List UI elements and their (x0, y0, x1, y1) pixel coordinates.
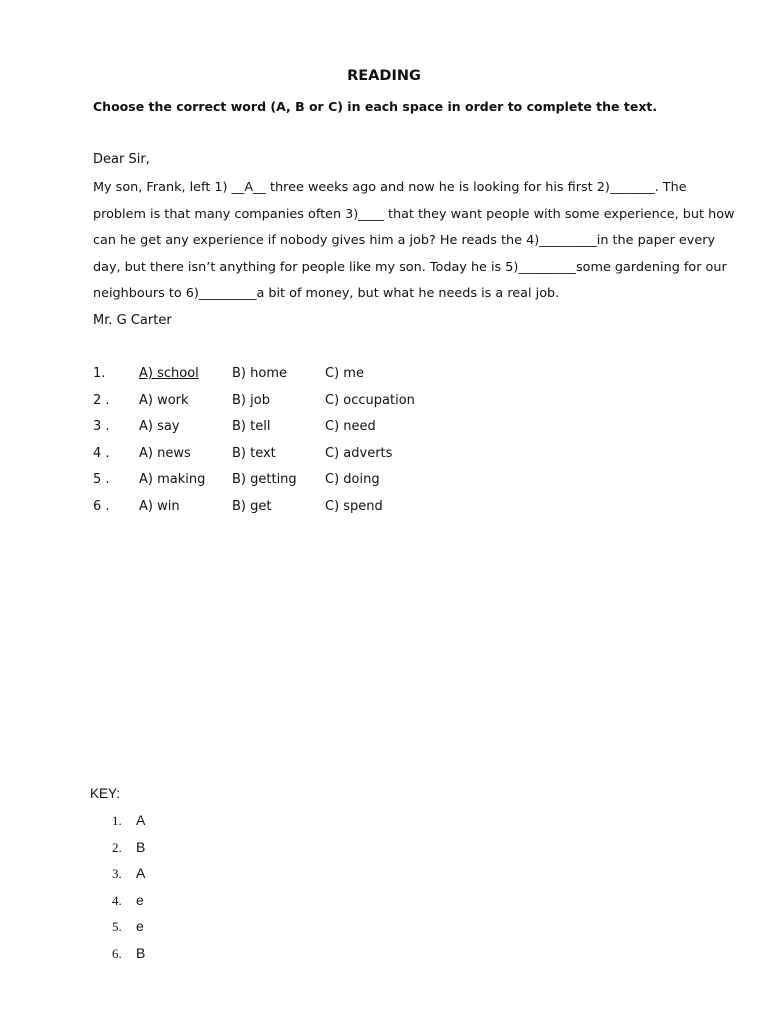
page-title: READING (347, 68, 421, 84)
option-number: 4 . (93, 445, 110, 461)
option-c: C) need (325, 419, 376, 435)
option-b: B) get (232, 498, 272, 514)
option-row (93, 499, 493, 526)
letter-salutation: Dear Sir, (93, 152, 150, 167)
letter-line: neighbours to 6)_________a bit of money, but what he needs is a real job. (93, 286, 560, 301)
key-number: 1. (112, 813, 122, 828)
letter-line: problem is that many companies often 3)____ that they want people with some experience, but how (93, 206, 735, 222)
option-c: C) adverts (325, 445, 393, 461)
option-a: A) news (139, 445, 191, 461)
key-answer: B (136, 838, 146, 855)
option-c: C) doing (325, 472, 380, 488)
option-c: C) spend (325, 498, 383, 514)
option-a: A) say (139, 419, 180, 435)
option-number: 5 . (93, 472, 110, 488)
letter-body (93, 178, 733, 311)
option-c: C) occupation (325, 392, 415, 408)
key-number: 3. (112, 866, 122, 882)
option-row (93, 366, 493, 393)
option-row (93, 472, 493, 499)
option-b: B) tell (232, 419, 271, 435)
instruction-text: Choose the correct word (A, B or C) in each space in order to complete the text. (93, 99, 658, 114)
option-b: B) text (232, 445, 276, 461)
key-number: 4. (112, 892, 122, 908)
option-a: A) making (139, 472, 206, 488)
key-number: 2. (112, 839, 122, 855)
option-c: C) me (325, 366, 364, 381)
option-number: 1. (93, 366, 106, 381)
option-row (93, 419, 493, 446)
key-number: 6. (112, 945, 122, 961)
key-answer: e (136, 891, 144, 908)
key-answer: A (136, 865, 146, 882)
option-a: A) school (139, 366, 199, 381)
key-title: KEY: (90, 786, 121, 801)
option-a: A) win (139, 498, 180, 514)
options-table (93, 366, 493, 526)
letter-line: day, but there isn’t anything for people like my son. Today he is 5)_________some gardening for our (93, 259, 727, 275)
letter-line: can he get any experience if nobody gives him a job? He reads the 4)_________in the paper every (93, 233, 716, 248)
option-b: B) getting (232, 472, 297, 488)
option-number: 3 . (93, 419, 110, 435)
option-number: 6 . (93, 498, 110, 514)
key-answer: B (136, 944, 146, 961)
key-answer: A (136, 812, 146, 828)
letter-line: My son, Frank, left 1) __A__ three weeks ago and now he is looking for his first 2)_______. The (93, 180, 687, 195)
option-row (93, 446, 493, 473)
key-answer: e (136, 918, 144, 935)
option-b: B) job (232, 392, 270, 408)
option-a: A) work (139, 392, 189, 408)
option-number: 2 . (93, 392, 110, 408)
letter-signature: Mr. G Carter (93, 313, 172, 328)
option-row (93, 393, 493, 420)
key-number: 5. (112, 919, 122, 935)
option-b: B) home (232, 366, 287, 381)
